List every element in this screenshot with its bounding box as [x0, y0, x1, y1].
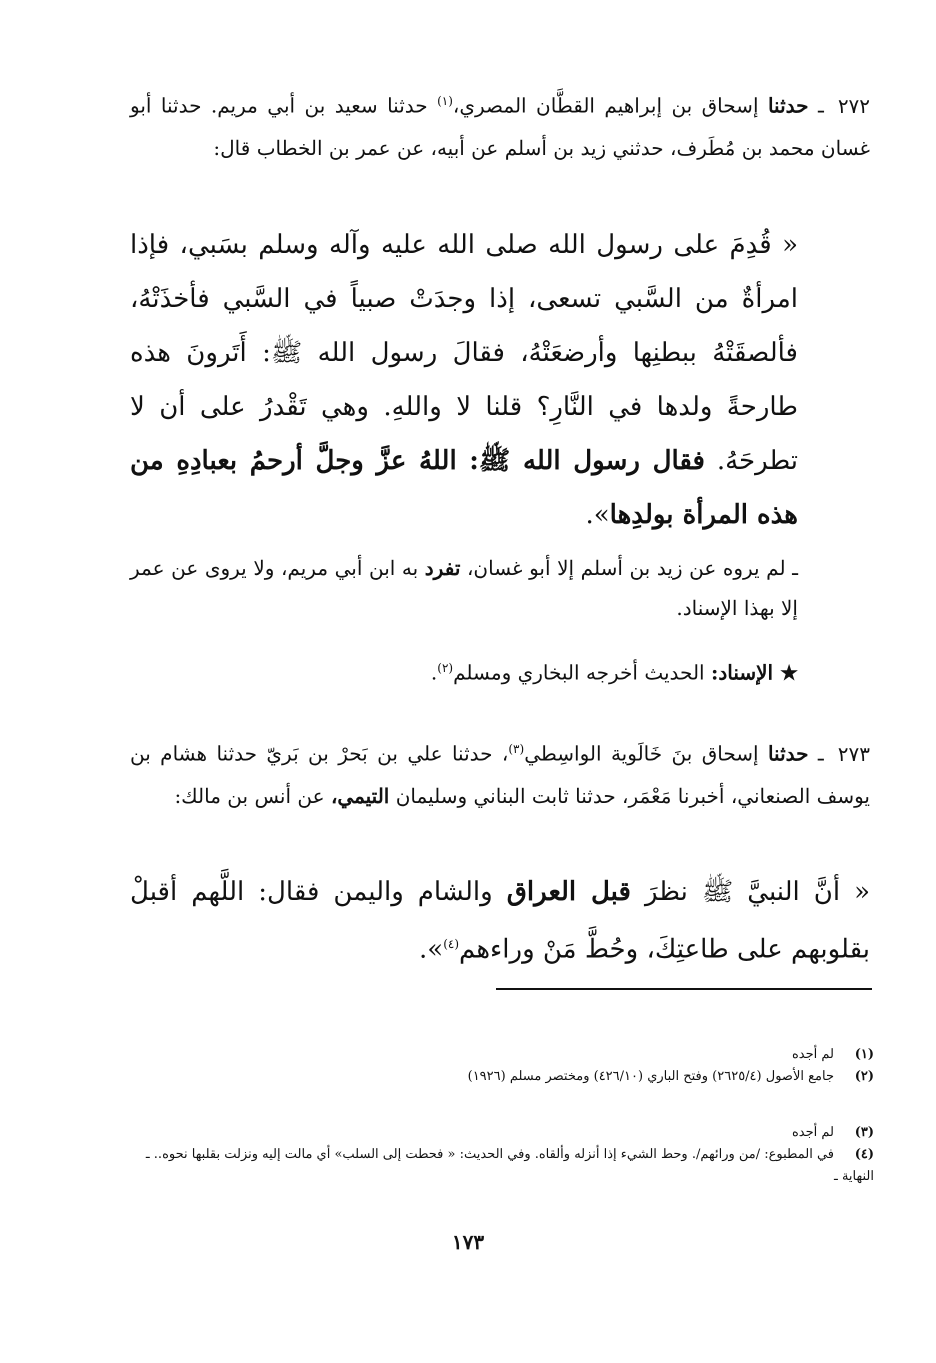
- lead-word: حدثنا: [767, 93, 809, 118]
- footnote: [132, 1044, 874, 1066]
- footnote-number: (١): [854, 1047, 874, 1062]
- footnote: [132, 1144, 874, 1188]
- footnote: [132, 1122, 874, 1144]
- matn-text: « أنَّ النبيَّ ﷺ نظرَ: [644, 877, 871, 907]
- matn-text: « قُدِمَ على رسول الله صلى الله عليه وآله وسلم بسَبي، فإذا امرأةٌ من السَّبي تسعى، إذا وجدَتْ صبياً في السَّبي فأخذَتْهُ، فألصقَتْهُ ببطنِها وأرضعَتْهُ، فقالَ رسول الله ﷺ: أَتَرونَ هذه طارحةً ولدها في النَّارِ؟ قلنا لا واللهِ. وهي تَقْدرُ على أن لا تطرحَهُ.: [130, 230, 799, 476]
- hadith-number: ٢٧٣: [837, 741, 871, 766]
- isnad-text: حدثنا سعيد بن أبي مريم. حدثنا أبو غسان محمد بن مُطَرف، حدثني زيد بن أسلم عن أبيه، عن عمر بن الخطاب قال:: [130, 93, 870, 160]
- footnote-text: لم أجده: [791, 1047, 834, 1062]
- hadith-272-matn: [130, 218, 798, 542]
- note-bold: تفرد: [424, 556, 461, 580]
- hadith-272-isnad: [130, 80, 870, 169]
- hadith-273-isnad: [130, 728, 870, 817]
- isnad-text: ، حدثنا علي بن بَحرْ بن بَريّ حدثنا هشام بن يوسف الصنعاني، أخبرنا مَعْمَر، حدثنا ثابت البناني وسليمان: [130, 741, 870, 808]
- footnotes-group-2: [132, 1122, 874, 1188]
- footnote-ref: (٢): [437, 661, 454, 675]
- matn-bold-text: فقال رسول الله ﷺ: اللهُ عزَّ وجلَّ أرحمُ بعبادِهِ من هذه المرأة بولدِها: [130, 446, 798, 530]
- isnad-text: إسحاق بن إبراهيم القطَّان المصري،: [452, 93, 759, 118]
- footnote-ref: (٣): [508, 742, 525, 756]
- footnote-ref: (١): [437, 94, 453, 108]
- hadith-272-note: [130, 548, 798, 628]
- footnote-text: في المطبوع: /من ورائهم/. وحط الشيء إذا أنزله وألقاه. وفي الحديث: « فحطت إلى السلب» أي مالت إليه ونزلت بقلبها نحوه.. ـ النهاية ـ: [145, 1147, 874, 1184]
- isnad-bold: التيمي،: [330, 783, 390, 808]
- footnote-text: لم أجده: [791, 1125, 834, 1140]
- footnote-text: جامع الأصول (٢٦٢٥/٤) وفتح الباري (٤٢٦/١٠) ومختصر مسلم (١٩٢٦): [467, 1069, 834, 1084]
- note-text: به ابن أبي مريم، ولا يروى عن عمر إلا بهذا الإسناد.: [130, 556, 798, 620]
- matn-bold: قبل العراق: [506, 877, 631, 907]
- hadith-number: ٢٧٢: [837, 93, 871, 118]
- hadith-272-isnad-note: [130, 648, 798, 693]
- footnote: [132, 1066, 874, 1088]
- isnad-text: عن أنس بن مالك:: [174, 783, 325, 808]
- dash: ـ: [817, 741, 824, 766]
- footnote-number: (٣): [854, 1125, 874, 1140]
- isnad-text: إسحاق بنَ خَالَوية الواسِطي: [524, 741, 759, 766]
- footnote-number: (٢): [854, 1069, 874, 1084]
- isnad-label: ★ الإسناد:: [710, 660, 798, 685]
- dash: ـ: [817, 93, 824, 118]
- isnad-note-text: الحديث أخرجه البخاري ومسلم: [453, 660, 705, 685]
- matn-end: ».: [419, 934, 444, 965]
- footnote-divider: [496, 988, 872, 990]
- lead-word: حدثنا: [767, 741, 809, 766]
- footnote-ref: (٤): [443, 937, 460, 951]
- matn-text: والشام واليمن فقال: اللَّهم أقبلْ بقلوبهم على طاعتِكَ، وحُطَّ مَنْ وراءهم: [130, 877, 870, 965]
- footnote-number: (٤): [854, 1147, 874, 1162]
- footnotes-group-1: [132, 1044, 874, 1088]
- isnad-note-end: .: [430, 660, 438, 685]
- page-number: ١٧٣: [451, 1230, 485, 1254]
- matn-end: ».: [585, 500, 610, 530]
- note-text: ـ لم يروه عن زيد بن أسلم إلا أبو غسان،: [466, 556, 798, 580]
- hadith-273-matn: [130, 866, 870, 976]
